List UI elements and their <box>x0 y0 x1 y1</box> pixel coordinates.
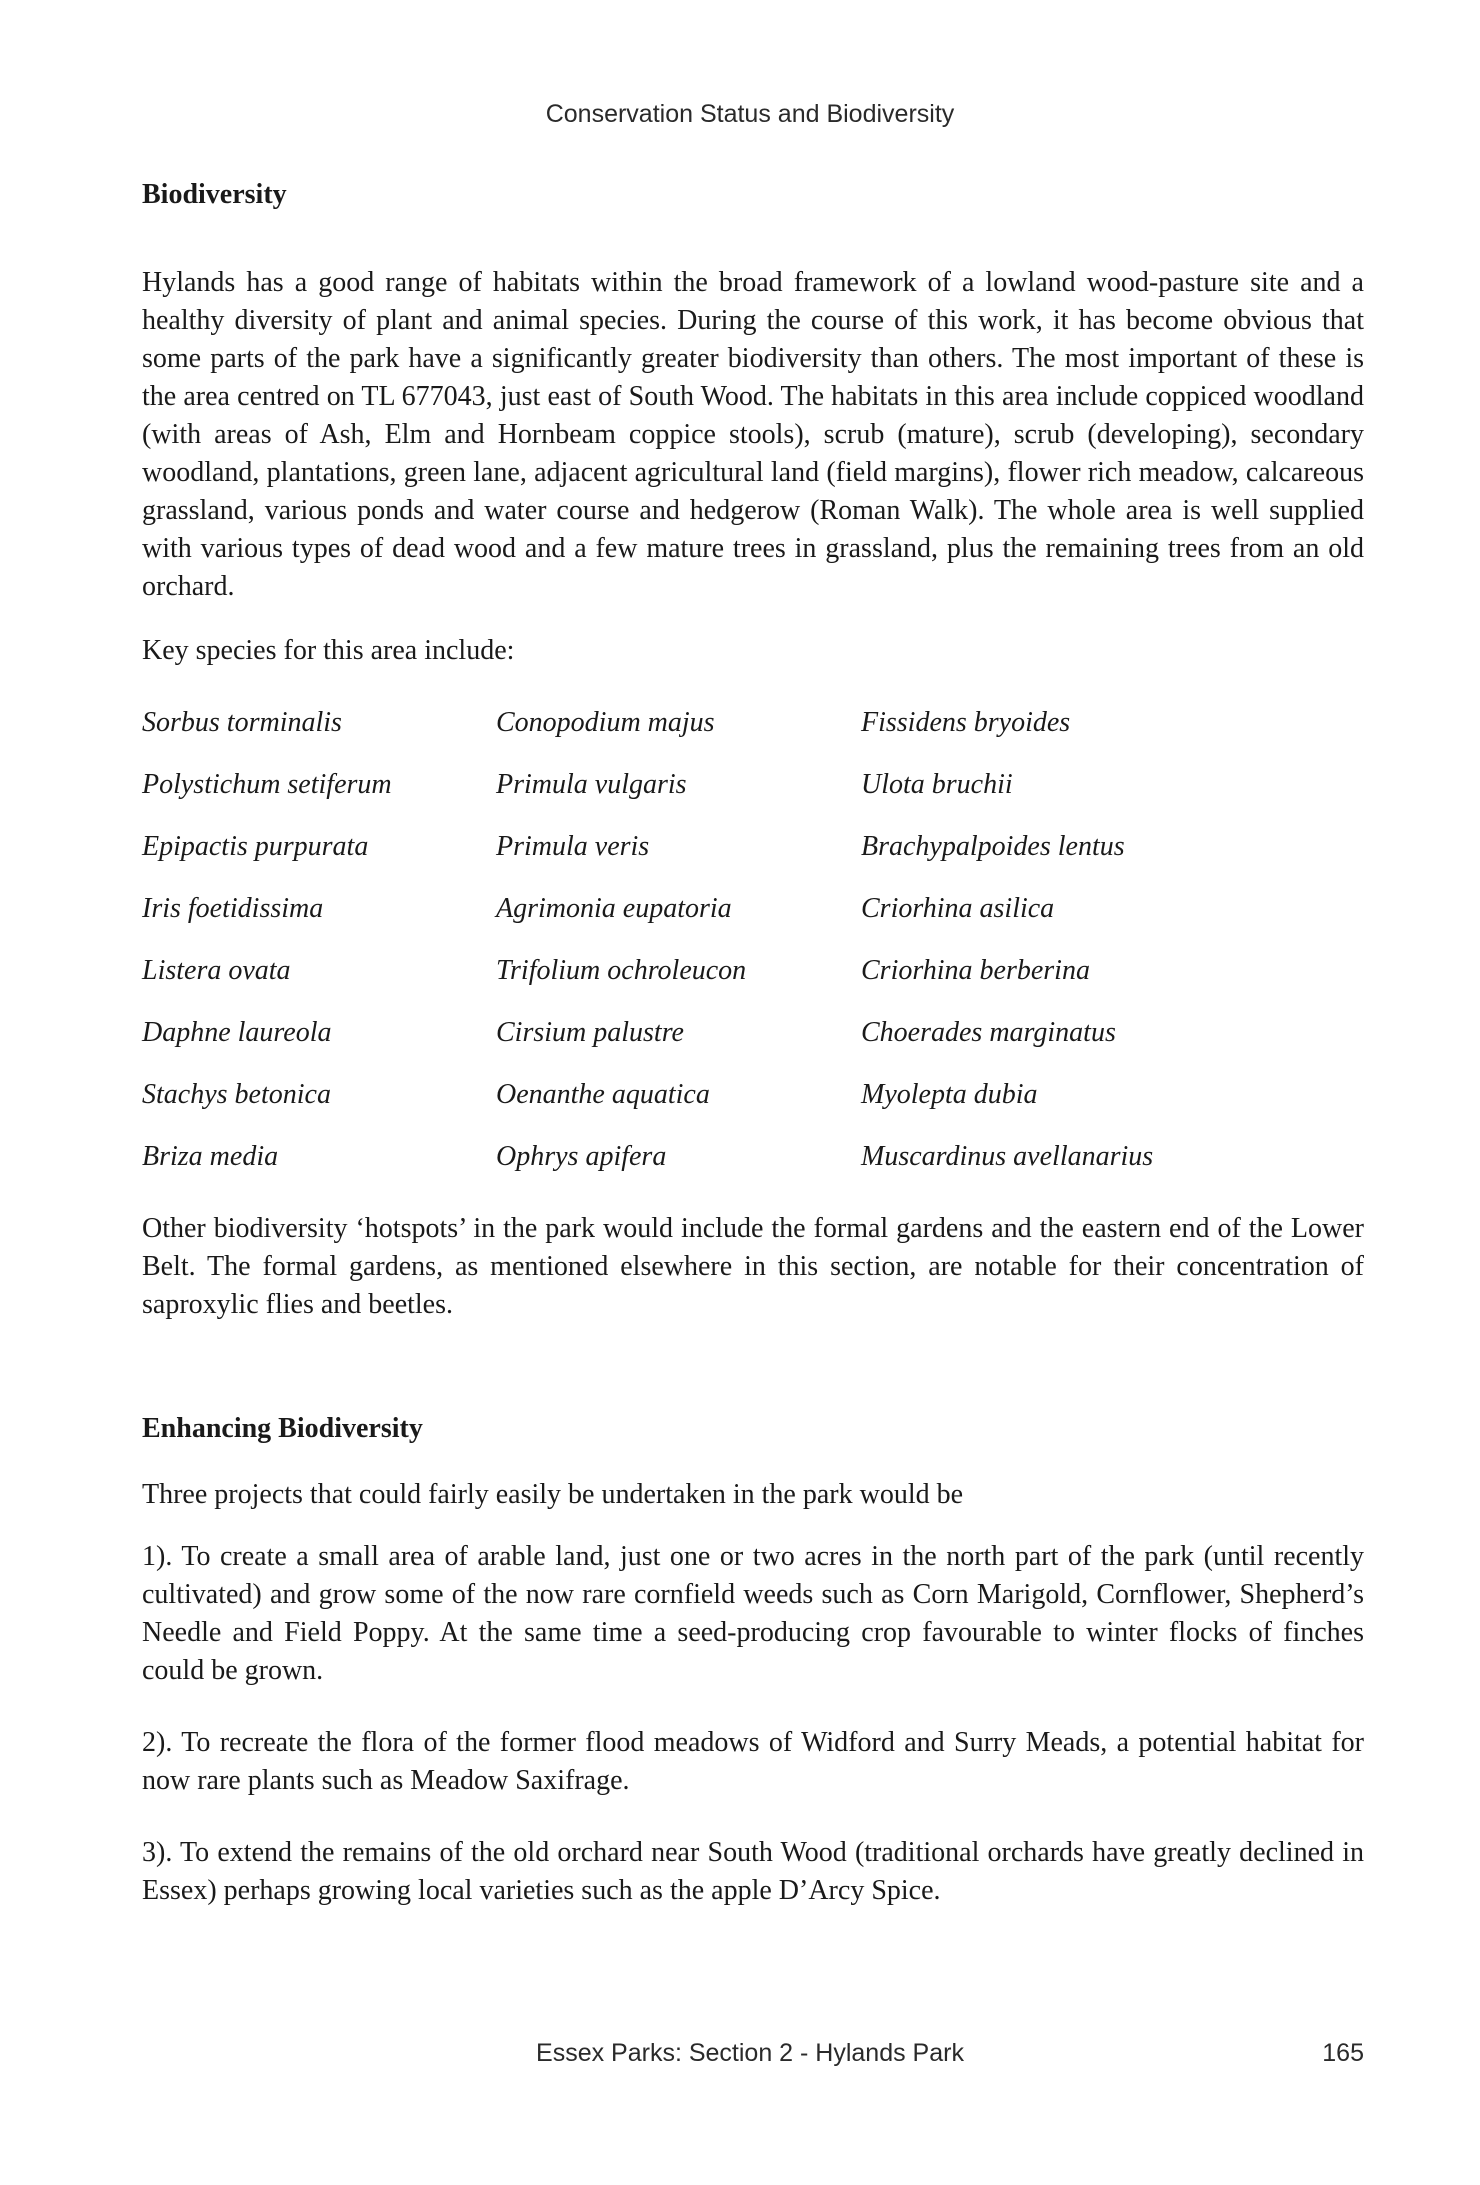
species-item: Stachys betonica <box>142 1079 331 1110</box>
species-item: Cirsium palustre <box>496 1017 684 1048</box>
species-item: Briza media <box>142 1141 279 1172</box>
species-item: Iris foetidissima <box>142 893 324 924</box>
species-item: Ophrys apifera <box>496 1141 667 1172</box>
species-item: Myolepta dubia <box>861 1079 1038 1110</box>
species-item: Choerades marginatus <box>861 1017 1116 1048</box>
species-item: Sorbus torminalis <box>142 707 342 738</box>
species-item: Brachypalpoides lentus <box>861 831 1125 862</box>
species-item: Primula veris <box>496 831 650 862</box>
projects-intro: Three projects that could fairly easily be undertaken in the park would be <box>142 1479 964 1510</box>
footer-title: Essex Parks: Section 2 - Hylands Park <box>536 2039 964 2067</box>
page-content <box>142 170 1364 1910</box>
species-item: Primula vulgaris <box>496 769 687 800</box>
species-table <box>142 704 1364 1176</box>
species-item: Fissidens bryoides <box>861 707 1071 738</box>
species-item: Conopodium majus <box>496 707 715 738</box>
project-item: 3). To extend the remains of the old orchard near South Wood (traditional orchards have greatly declined in Essex) perhaps growing local varieties such as the apple D’Arcy Spice. <box>142 1837 1364 1906</box>
species-item: Trifolium ochroleucon <box>496 955 747 986</box>
intro-paragraph: Hylands has a good range of habitats within the broad framework of a lowland wood-pasture site and a healthy diversity of plant and animal species. During the course of this work, it has become obvious that some parts of the park have a significantly greater biodiversity than others. The most important of these is the area centred on TL 677043, just east of South Wood. The habitats in this area include coppiced woodland (with areas of Ash, Elm and Hornbeam coppice stools), scrub (mature), scrub (developing), secondary woodland, plantations, green lane, adjacent agricultural land (field margins), flower rich meadow, calcareous grassland, various ponds and water course and hedgerow (Roman Walk). The whole area is well supplied with various types of dead wood and a few mature trees in grassland, plus the remaining trees from an old orchard. <box>142 267 1364 602</box>
biodiversity-heading: Biodiversity <box>142 179 287 210</box>
species-item: Ulota bruchii <box>861 769 1013 800</box>
species-item: Daphne laureola <box>142 1017 332 1048</box>
species-item: Polystichum setiferum <box>142 769 392 800</box>
enhancing-biodiversity-heading: Enhancing Biodiversity <box>142 1413 423 1444</box>
species-item: Listera ovata <box>142 955 291 986</box>
project-item: 1). To create a small area of arable land, just one or two acres in the north part of the park (until recently cultivated) and grow some of the now rare cornfield weeds such as Corn Marigold, Cornflower, Shepherd’s Needle and Field Poppy. At the same time a seed-producing crop favourable to winter flocks of finches could be grown. <box>142 1541 1364 1686</box>
species-item: Criorhina asilica <box>861 893 1055 924</box>
key-species-intro: Key species for this area include: <box>142 635 515 666</box>
species-item: Epipactis purpurata <box>142 831 369 862</box>
species-item: Agrimonia eupatoria <box>496 893 732 924</box>
page-number: 165 <box>1322 2039 1364 2067</box>
species-item: Muscardinus avellanarius <box>861 1141 1154 1172</box>
species-item: Oenanthe aquatica <box>496 1079 710 1110</box>
species-item: Criorhina berberina <box>861 955 1090 986</box>
project-item: 2). To recreate the flora of the former flood meadows of Widford and Surry Meads, a potential habitat for now rare plants such as Meadow Saxifrage. <box>142 1727 1364 1796</box>
running-header: Conservation Status and Biodiversity <box>545 100 955 128</box>
hotspots-paragraph: Other biodiversity ‘hotspots’ in the park would include the formal gardens and the eastern end of the Lower Belt. The formal gardens, as mentioned elsewhere in this section, are notable for their concentration of saproxylic flies and beetles. <box>142 1213 1364 1320</box>
